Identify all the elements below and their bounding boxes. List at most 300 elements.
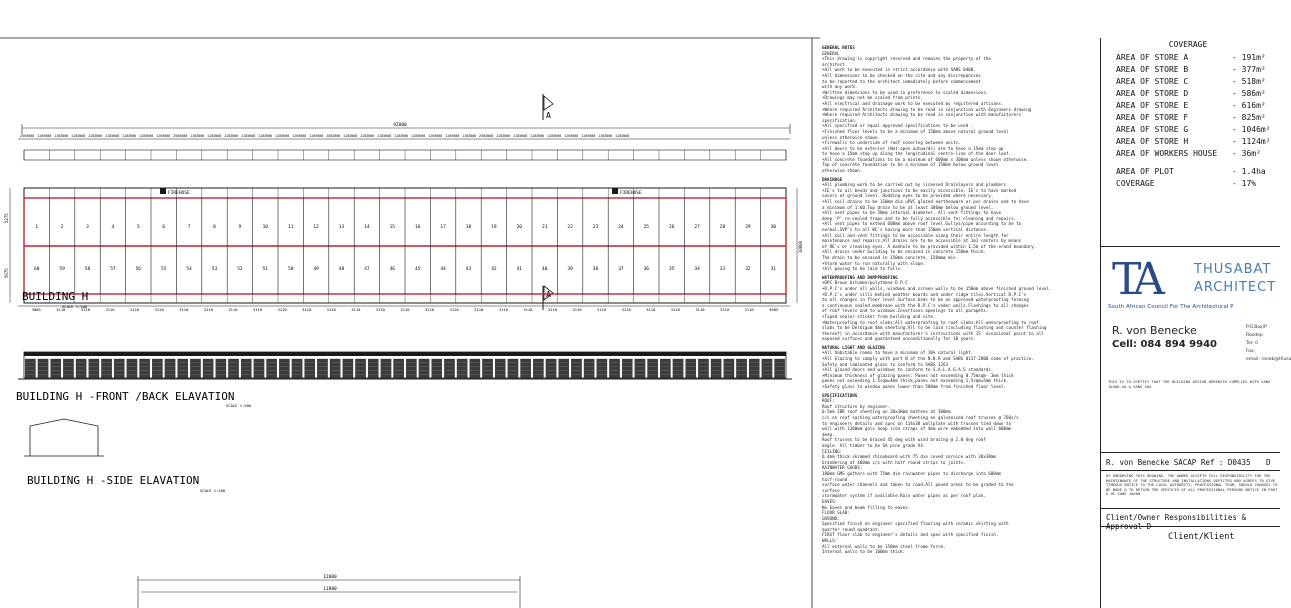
unit-number: 34 <box>694 267 700 272</box>
dim-text: 3110 <box>744 307 754 312</box>
unit-number: 52 <box>237 267 243 272</box>
unit-number: 54 <box>186 267 192 272</box>
dim-text: 3000 <box>128 134 137 138</box>
firm-name-line2: ARCHITECT <box>1194 280 1277 295</box>
plot-value: - 1.4ha <box>1232 167 1266 176</box>
unit-number: 16 <box>414 225 421 230</box>
notes-line: CEILING: <box>822 448 843 454</box>
unit-number: 53 <box>211 267 218 272</box>
dim-text: 3110 <box>252 307 263 312</box>
dim-text: 3110 <box>474 307 484 312</box>
firehose-2 <box>612 188 642 196</box>
unit-number: 9 <box>238 225 242 230</box>
coverage-row <box>1116 112 1280 124</box>
coverage-row-coverage <box>1116 178 1280 190</box>
dim-text: 3110 <box>154 307 164 312</box>
front-elevation-title: BUILDING H -FRONT /BACK ELAVATION <box>16 390 235 403</box>
dim-text: 110 <box>122 134 129 138</box>
notes-line: otherwise shown. <box>822 168 863 174</box>
notes-line: +Safety glass to window panes lower than 500mm from finished floor level. <box>822 384 1007 390</box>
firm-address <box>1246 324 1291 364</box>
dim-text: 110 <box>54 134 61 138</box>
dim-text: 110 <box>496 134 503 138</box>
notes-line: +D.P.C's under all walls, windows and screen walls to be 150mm above finished ground level. <box>822 285 1052 291</box>
notes-line: +All habitable rooms to have a minimum of 10% natural light. <box>822 350 974 356</box>
notes-line: slabs to be Derbigum 4mm sheeting.All to be laid (including flashing and counter flashing <box>822 325 1047 331</box>
notes-line: a continuous sealed membrane with the D.P.C's under walls.Flashings to all changes <box>822 302 1029 308</box>
dim-text: 3110 <box>302 307 312 312</box>
dim-text: 3110 <box>80 307 91 312</box>
coverage-row <box>1116 76 1280 88</box>
notes-line: WALLS: <box>822 538 838 544</box>
unit-number: 13 <box>338 225 345 230</box>
dim-text: 3000 <box>519 134 528 138</box>
dim-text: 3110 <box>56 307 66 312</box>
architect-name: R. von Benecke <box>1112 324 1197 337</box>
coverage-row-label: AREA OF STORE A <box>1116 53 1189 62</box>
section-label-top: A <box>546 111 551 120</box>
notes-line: of roof levels and to windows.Insertions openings to all parapets. <box>822 308 989 314</box>
unit-number: 36 <box>643 267 650 272</box>
notes-line: +All vent pipes to extend 600mm above roof level.Gullys/pipe according to be to <box>822 221 1022 227</box>
notes-line: No Eaves and beam filling to eaves. <box>822 504 911 510</box>
dim-text: 3000 <box>230 134 239 138</box>
dim-text: 3110 <box>326 307 336 312</box>
dim-text: 110 <box>190 134 197 138</box>
notes-line: +Finished floor levels to be a minimum of 150mm above natural ground level <box>822 128 1009 134</box>
notes-line: +This drawing is copyright reserved and remains the property of the <box>822 56 991 62</box>
coverage-row-value: - 191m² <box>1232 53 1266 62</box>
coverage-value: - 17% <box>1232 179 1257 188</box>
coverage-row-value: - 377m² <box>1232 65 1266 74</box>
dim-text: 3000 <box>196 134 205 138</box>
unit-number: 22 <box>567 225 573 230</box>
coverage-row-value: - 1124m² <box>1232 137 1271 146</box>
notes-line: EAVES: <box>822 498 838 504</box>
unit-number: 10 <box>262 225 269 230</box>
dim-text: 110 <box>258 134 265 138</box>
unit-number: 27 <box>694 225 700 230</box>
dim-text: 110 <box>581 134 588 138</box>
dim-text: 3000 <box>502 134 511 138</box>
firehose-label-1: FIREHOSE <box>168 191 190 196</box>
unit-number: 45 <box>414 267 421 272</box>
notes-heading: WATERPROOFING AND DAMPPROOFING <box>822 274 898 280</box>
dim-text: 3000 <box>298 134 307 138</box>
notes-line: half-round <box>822 476 848 482</box>
dim-text: 3000 <box>43 134 52 138</box>
notes-line: +All drains under building to be encased in concrete 150mm thick. <box>822 249 986 255</box>
notes-line: Top of concrete foundation to be a minimum of 150mm below ground level <box>822 162 999 168</box>
notes-line: +All glazed doors and windows to conform to S.A.L.A.G.A.S standards. <box>822 367 994 373</box>
firehose-label-2: FIREHOSE <box>620 191 642 196</box>
address-line: Roodep <box>1246 333 1263 338</box>
client-responsibilities: Client/Owner Responsibilities & <box>1106 513 1246 522</box>
dim-text: 110 <box>309 134 316 138</box>
dim-text: 3000 <box>26 134 35 138</box>
notes-line: Roof trusses to be braced 45 deg with wind bracing @ 2.0 deg roof <box>822 437 986 443</box>
coverage-row <box>1116 100 1280 112</box>
unit-number: 50 <box>287 267 294 272</box>
dim-text: 3000 <box>111 134 120 138</box>
coverage-label: COVERAGE <box>1116 179 1155 188</box>
dim-text: 110 <box>105 134 112 138</box>
dim-text: 110 <box>564 134 571 138</box>
notes-line: +All doors to be exterior (Not open outwards) are to have a 15mm step up <box>822 145 1004 151</box>
unit-number: 59 <box>59 267 65 272</box>
notes-line: with any work. <box>822 84 858 90</box>
dim-text: 110 <box>428 134 435 138</box>
dim-text: 110 <box>71 134 78 138</box>
notes-line: quarter round quadrant. <box>822 526 880 532</box>
unit-number: 37 <box>618 267 624 272</box>
coverage-title: COVERAGE <box>1168 40 1208 49</box>
plan-title: BUILDING H <box>22 290 89 303</box>
logo-mark: TA <box>1112 254 1159 305</box>
dim-text: 3110 <box>597 307 607 312</box>
notes-line: 100mm GMS gutters with 75mm dia rainwater pipes to discharge into 600mm <box>822 470 1001 476</box>
notes-line: stormwater system if available.Rain water pipes as per roof plan. <box>822 493 986 499</box>
dim-text: 3000 <box>468 134 477 138</box>
dim-text: 250 <box>326 134 333 138</box>
notes-line: specification. <box>822 117 858 123</box>
notes-line: +Storm water to run naturally with slope. <box>822 260 926 266</box>
unit-number: 21 <box>541 225 548 230</box>
unit-number: 60 <box>33 267 40 272</box>
notes-line: to be reported to the architect immediately before commencement <box>822 78 981 84</box>
notes-line: maintenance and repairs.All drains are to be accessible at 1m1 centers by means <box>822 238 1022 244</box>
title-block-divider <box>1100 38 1101 608</box>
dim-text: 3110 <box>179 307 189 312</box>
toolbar-area <box>0 0 1280 39</box>
notes-line: +Taped sealer-sticker from building and site. <box>822 313 936 319</box>
notes-line: ROOF: <box>822 398 835 404</box>
notes-line: The drain to be encased in 150mm concrete. 150mmø min <box>822 254 956 260</box>
notes-line: c/c on roof sarking waterproofing sheeting on galvanised roof trusses @ 760c/c <box>822 415 1019 420</box>
notes-line: +All paving to be laid to falls. <box>822 266 903 272</box>
dim-text: 3110 <box>719 307 730 312</box>
unit-number: 29 <box>745 225 751 230</box>
unit-number: 46 <box>389 267 396 272</box>
section-marker-top <box>543 94 553 120</box>
unit-number: 49 <box>313 267 319 272</box>
notes-line: +Minimum thickness of glazing panes: Panes not exceeding 0.75msqm- 3mm thick <box>822 372 1014 378</box>
plan-scale: SCALE 1:500 <box>62 304 88 309</box>
dim-text: 250 <box>20 134 27 138</box>
front-elevation-scale: SCALE 1:500 <box>226 403 252 408</box>
coverage-row-label: AREA OF STORE E <box>1116 101 1189 110</box>
dim-text: 3000 <box>179 134 188 138</box>
front-elevation <box>18 352 792 379</box>
notes-line: All external walls to be 150mm steel frame force. <box>822 543 946 549</box>
dim-text: 3000 <box>213 134 222 138</box>
section-label-bottom: A <box>546 290 551 299</box>
notes-line: FLOOR SLAB: <box>822 510 850 516</box>
coverage-row-value: - 1046m² <box>1232 125 1271 134</box>
unit-number: 32 <box>745 267 751 272</box>
dim-text: 3110 <box>621 307 631 312</box>
bottom-dim-2: 11880 <box>323 587 337 592</box>
unit-number: 40 <box>541 267 548 272</box>
notes-line: normal.SVP's to all WC's having more than 150mm vertical distance. <box>822 227 989 232</box>
notes-line: +All work to be executed in strict accordance with SANS 0400. <box>822 67 976 73</box>
dim-text: 110 <box>360 134 367 138</box>
right-dim: 10880 <box>798 240 803 253</box>
dim-text: 3110 <box>277 307 287 312</box>
unit-number: 51 <box>262 267 269 272</box>
notes-line: +All specified or equal approved specifications to be used . <box>822 123 974 129</box>
unit-number: 44 <box>440 267 446 272</box>
dim-text: 3000 <box>451 134 460 138</box>
dim-text: 110 <box>292 134 299 138</box>
notes-line: +DPC Brown bitumen/polythene D.P.C <box>822 280 908 286</box>
dim-text: 3085 <box>31 307 41 312</box>
dim-text: 110 <box>139 134 146 138</box>
notes-line: unless otherwise shown. <box>822 134 880 140</box>
coverage-row-value: - 586m² <box>1232 89 1266 98</box>
unit-number: 42 <box>491 267 497 272</box>
bottom-dimension-strip <box>32 307 779 312</box>
dim-text: 3000 <box>94 134 103 138</box>
dim-text: 3110 <box>130 307 140 312</box>
sacap-ref: R. von Benecke SACAP Ref : D0435 <box>1106 458 1251 467</box>
dim-text: 3000 <box>587 134 596 138</box>
dim-text: 110 <box>513 134 520 138</box>
dim-text: 3110 <box>228 307 238 312</box>
notes-line: to all changes in floor level.Surface beds to be on approved waterproofing forming <box>822 297 1029 303</box>
coverage-row-value: - 518m² <box>1232 77 1266 86</box>
coverage-row-value: - 36m² <box>1232 149 1261 158</box>
unit-number: 1 <box>35 225 39 230</box>
notes-line: RAINWATER GOODS: <box>822 465 863 471</box>
unit-number: 35 <box>668 267 675 272</box>
sacap-ref-tail: D <box>1266 458 1271 467</box>
dim-text: 3000 <box>332 134 341 138</box>
left-dim-1: 5275 <box>4 213 9 223</box>
dim-text: 3000 <box>417 134 426 138</box>
notes-line: +All electrical and drainage work to be executed by registered artisans. <box>822 100 1004 106</box>
unit-number: 18 <box>465 225 472 230</box>
dim-text: 3000 <box>77 134 86 138</box>
dim-text: 250 <box>479 134 486 138</box>
unit-number: 11 <box>287 225 294 230</box>
dim-text: 3000 <box>349 134 358 138</box>
dim-text: 3110 <box>203 307 213 312</box>
coverage-table <box>1104 40 1280 190</box>
coverage-row <box>1116 64 1280 76</box>
dim-text: 3110 <box>523 307 533 312</box>
notes-line: 6.4mm thick skimmed rhinoboard with 75 die coved cornice with 38x38mm <box>822 454 996 460</box>
dim-text: 110 <box>88 134 95 138</box>
notes-line: thereof) in accordance with manufacturer's instructions with 15' occasional point to all <box>822 330 1044 336</box>
notes-heading: NATURAL LIGHT AND GLAZING <box>822 344 886 350</box>
unit-number: 48 <box>338 267 345 272</box>
coverage-row-value: - 825m² <box>1232 113 1266 122</box>
dim-text: 110 <box>530 134 537 138</box>
architect-cell: Cell: 084 894 9940 <box>1112 339 1217 350</box>
unit-number: 19 <box>491 225 497 230</box>
dim-text: 3000 <box>485 134 494 138</box>
unit-number: 28 <box>719 225 726 230</box>
unit-number: 14 <box>364 225 370 230</box>
dim-text: 3110 <box>105 307 115 312</box>
dim-text: 3000 <box>145 134 154 138</box>
dim-text: 3110 <box>498 307 508 312</box>
notes-line: FIRST floor slab to engineer's details and spec with specified finish. <box>822 532 999 538</box>
dim-text: 110 <box>343 134 350 138</box>
unit-number: 58 <box>84 267 91 272</box>
dim-text: 3000 <box>247 134 256 138</box>
unit-number: 25 <box>643 225 650 230</box>
notes-line: panes not exceeding 1.5sqm=4mm thick,panes not exceeding 1.5sqm=5mm thick. <box>822 378 1009 384</box>
top-dimension-strip <box>20 134 629 138</box>
dim-text: 3000 <box>383 134 392 138</box>
dim-text: 3000 <box>536 134 545 138</box>
council-line: South African Council For The Architectural P <box>1108 304 1234 310</box>
unit-number: 12 <box>313 225 319 230</box>
notes-line: deep 'P' re-sealed traps and to be fully accessible for cleaning and repairs. <box>822 215 1017 221</box>
dim-text: 3110 <box>449 307 459 312</box>
side-elevation <box>24 419 104 456</box>
notes-line: covers at ground level. Rodding eyes to be provided where necessary. <box>822 193 994 199</box>
coverage-row-label: AREA OF STORE G <box>1116 125 1189 134</box>
bottom-dim-1: 12000 <box>323 575 337 580</box>
dim-text: 3110 <box>425 307 435 312</box>
notes-line: +All concrete foundations to be a minimum of 600mm x 300mm unless shown otherwise. <box>822 156 1029 162</box>
dim-text: 3000 <box>60 134 69 138</box>
unit-number: 5 <box>136 225 140 230</box>
notes-line: surface water channels and taken to road.All paved areas to be graded to the <box>822 482 1014 488</box>
dim-text: 110 <box>394 134 401 138</box>
coverage-row-label: AREA OF STORE C <box>1116 77 1189 86</box>
unit-number: 20 <box>516 225 523 230</box>
address-line: email: roneb@thusa <box>1246 357 1291 362</box>
unit-number: 2 <box>60 225 64 230</box>
dim-text: 110 <box>615 134 622 138</box>
address-line: Fax: <box>1246 349 1256 354</box>
notes-line: Internal walls to be 100mm thick. <box>822 549 906 555</box>
left-dim-2: 5075 <box>4 268 9 278</box>
unit-number: 26 <box>668 225 675 230</box>
coverage-row <box>1116 148 1280 160</box>
notes-line: +Where required Architects drawing to be read in conjunction with manufacturers <box>822 112 1022 118</box>
coverage-row-label: AREA OF STORE B <box>1116 65 1189 74</box>
unit-number: 43 <box>465 267 472 272</box>
dim-text: 3085 <box>769 307 779 312</box>
notes-line: +All dimensions to be checked on the site and any discrepancies <box>822 72 981 78</box>
side-elevation-title: BUILDING H -SIDE ELAVATION <box>27 474 200 487</box>
unit-number: 4 <box>111 225 115 230</box>
notes-line: a minimum of 1:60.Top drain to be at least 300mm below ground level. <box>822 204 994 210</box>
plot-label: AREA OF PLOT <box>1116 167 1174 176</box>
notes-line: angle. All timber to be SA pine grade V4. <box>822 442 926 448</box>
notes-heading: GENERAL NOTES <box>822 45 855 50</box>
coverage-row <box>1116 52 1280 64</box>
dim-text: 3000 <box>366 134 375 138</box>
unit-number: 56 <box>135 267 142 272</box>
certify-text: THIS IS TO CERTIFY THAT THE BUILDING DESIGN HEREWITH COMPLIES WITH SANS 10400-XA & SANS 204 <box>1108 379 1271 389</box>
dim-text: 110 <box>377 134 384 138</box>
notes-line: +All soil drains to be 110mm dia uPVC glazed earthenware or pvc drains and to have <box>822 199 1029 205</box>
unit-number: 38 <box>592 267 599 272</box>
notes-line: deep. <box>822 431 835 437</box>
unit-number: 24 <box>618 225 624 230</box>
unit-number: 33 <box>719 267 726 272</box>
dim-text: 110 <box>411 134 418 138</box>
unit-number: 6 <box>162 225 166 230</box>
notes-line: +Firewalls to underside of roof covering between units. <box>822 140 961 146</box>
dim-text: 250 <box>173 134 180 138</box>
coverage-row-value: - 616m² <box>1232 101 1266 110</box>
dim-text: 110 <box>598 134 605 138</box>
dim-text: 3110 <box>547 307 558 312</box>
unit-number: 31 <box>770 267 777 272</box>
coverage-row-label: AREA OF WORKERS HOUSE <box>1116 149 1218 158</box>
notes-line: +IE's to all bends and junctions to be easily accessible. IE's to have marked <box>822 187 1017 193</box>
dim-text: 3110 <box>670 307 680 312</box>
unit-number: 30 <box>770 225 777 230</box>
side-elevation-scale: SCALE 1:200 <box>200 488 226 493</box>
dim-text: 3110 <box>646 307 656 312</box>
notes-line: +All vent pipes to be 50mm internal diameter. All vent fittings to have <box>822 210 1001 216</box>
notes-line: GROUND: <box>822 515 840 521</box>
general-notes <box>822 42 1094 608</box>
notes-line: 0.5mm IBR roof sheeting on 38x38mm battens at 300mm <box>822 409 951 415</box>
notes-line: architect. <box>822 61 848 67</box>
dim-text: 3000 <box>400 134 409 138</box>
building-h-plan <box>0 38 820 608</box>
overall-dim-text: 92800 <box>393 123 407 128</box>
coverage-row <box>1116 136 1280 148</box>
notes-line: surface <box>822 487 840 493</box>
unit-number: 7 <box>187 225 191 230</box>
firehose-1 <box>160 188 190 196</box>
coverage-row-label: AREA OF STORE H <box>1116 137 1189 146</box>
notes-line: of RE's or cleaning eyes. A manhole to be provided within 1.5m of the erand boundary. <box>822 243 1037 249</box>
unit-number: 15 <box>389 225 396 230</box>
dim-text: 110 <box>547 134 554 138</box>
dim-text: 3110 <box>351 307 361 312</box>
dim-text: 110 <box>156 134 163 138</box>
dim-text: 3110 <box>375 307 385 312</box>
notes-line: +All soil and vent fittings to be accessible along their entire length for <box>822 232 1009 238</box>
dim-text: 3000 <box>434 134 443 138</box>
unit-number: 17 <box>440 225 446 230</box>
unit-number: 3 <box>86 225 89 230</box>
dim-text: 110 <box>207 134 214 138</box>
unit-number: 23 <box>592 225 599 230</box>
dim-text: 3000 <box>553 134 562 138</box>
address-line: Tel: 0 <box>1246 341 1258 346</box>
dim-text: 3110 <box>400 307 410 312</box>
address-line: P.O.Box/P <box>1246 325 1267 330</box>
unit-number: 57 <box>110 267 116 272</box>
notes-line: +All plumbing work to be carried out by licensed Drainlayers and plumbers <box>822 182 1007 188</box>
notes-line: +Written dimensions to be used in preference to scaled dimensions. <box>822 89 989 95</box>
notes-line: +All Glazing to comply with part N of the N.B.R and SABS 0137-2000 code of practice. <box>822 356 1034 362</box>
notes-line: +Where required Architects drawing to be read in conjunction with Engineers drawing <box>822 106 1032 112</box>
notes-line: brandering at 400mm c/c with half round strips to joints. <box>822 459 966 465</box>
notes-line: to have a 15mm step up along the longitudinal centre-line of the door leaf. <box>822 151 1012 157</box>
unit-number: 39 <box>567 267 573 272</box>
notes-line: exposed surfaces and guaranteed unconditionally for 10 years. <box>822 336 976 342</box>
notes-heading: DRAINAGE <box>822 176 843 182</box>
dim-text: 3000 <box>621 134 630 138</box>
dim-text: 110 <box>275 134 282 138</box>
coverage-row-plot <box>1116 166 1280 178</box>
notes-line: Safety and laminated glass to conform to SABS 1263 <box>822 361 949 367</box>
dim-text: 3000 <box>264 134 273 138</box>
